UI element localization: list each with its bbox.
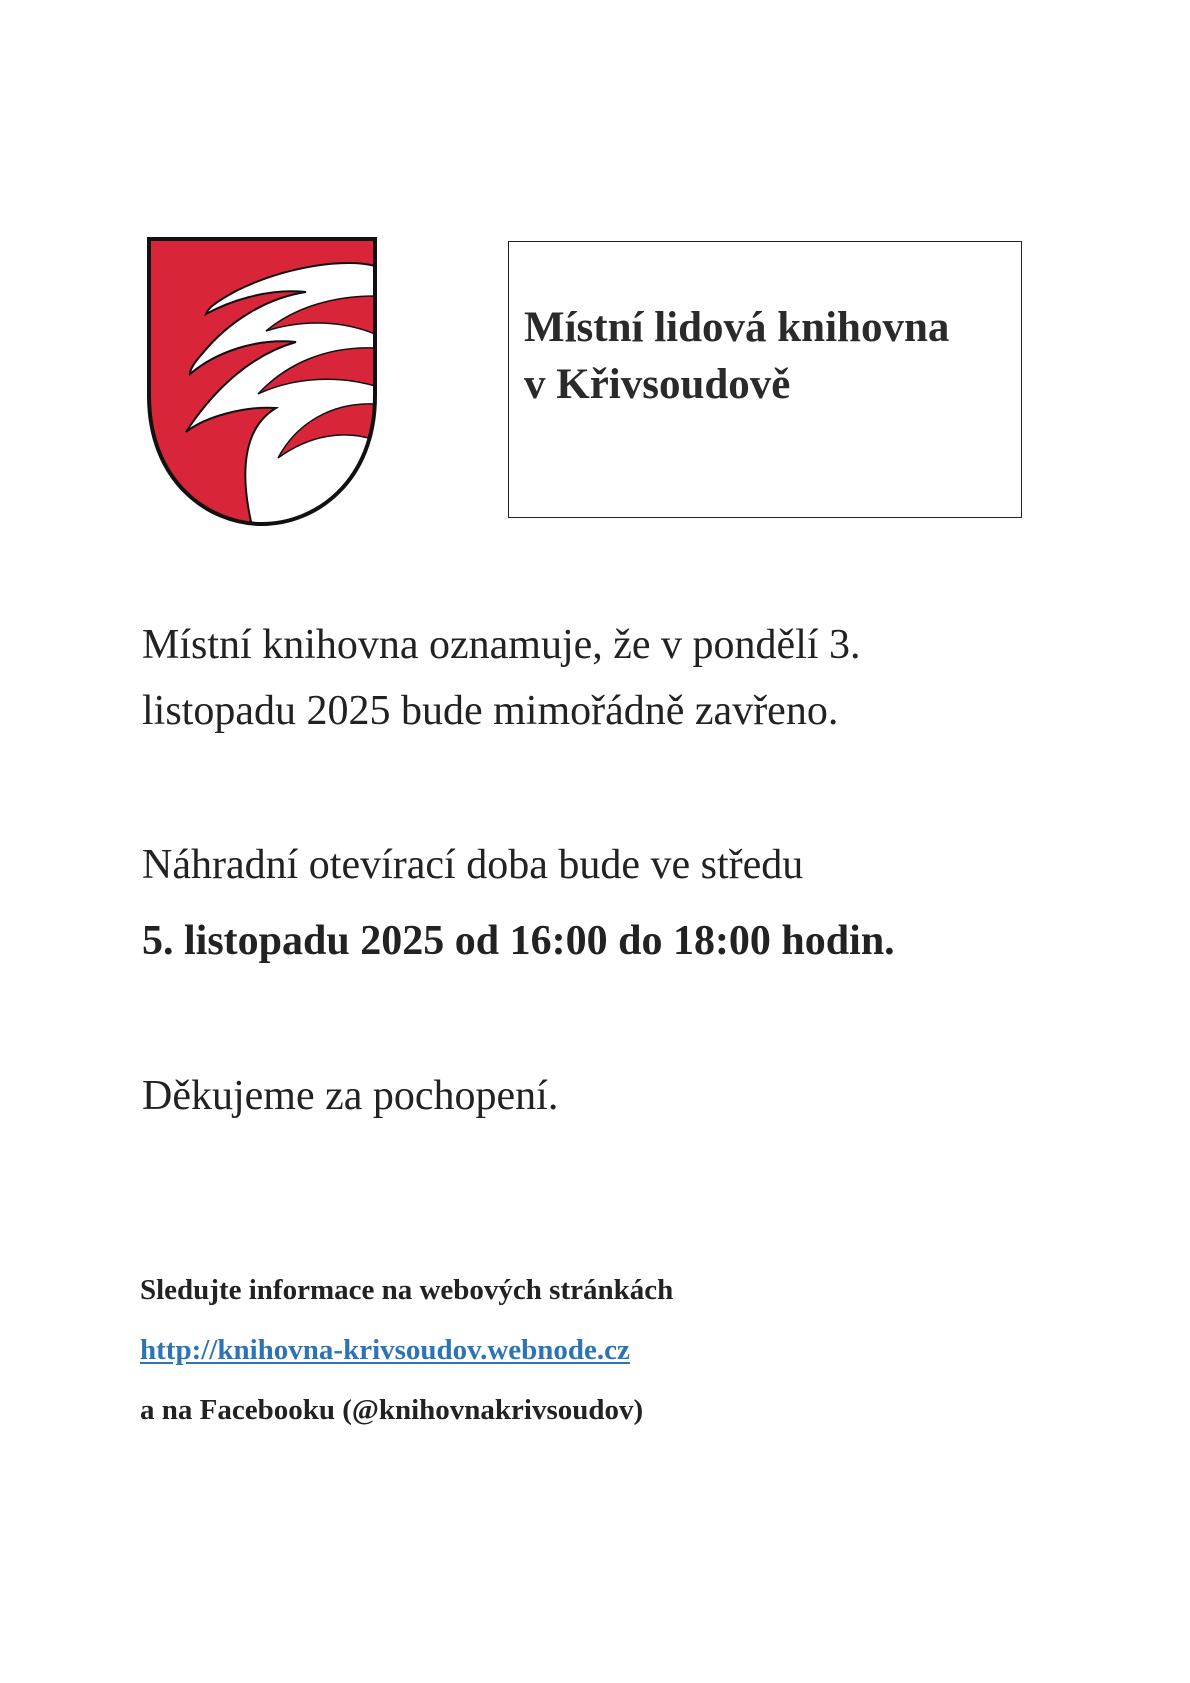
thanks-text: Děkujeme za pochopení. <box>142 1073 559 1119</box>
library-title-box <box>508 241 1022 518</box>
website-info-text: Sledujte informace na webových stránkách <box>140 1274 674 1306</box>
replacement-hours-line-2: 5. listopadu 2025 od 16:00 do 18:00 hodin. <box>142 918 895 964</box>
facebook-info-text: a na Facebooku (@knihovnakrivsoudov) <box>140 1394 644 1426</box>
library-location: v Křivsoudově <box>524 361 791 408</box>
coat-of-arms-icon <box>146 236 378 528</box>
closure-notice-line-1: Místní knihovna oznamuje, že v pondělí 3. <box>142 622 861 668</box>
closure-notice-line-2: listopadu 2025 bude mimořádně zavřeno. <box>142 688 839 734</box>
replacement-hours-line-1: Náhradní otevírací doba bude ve středu <box>142 842 804 888</box>
library-name: Místní lidová knihovna <box>524 304 950 351</box>
website-link[interactable]: http://knihovna-krivsoudov.webnode.cz <box>140 1334 630 1366</box>
